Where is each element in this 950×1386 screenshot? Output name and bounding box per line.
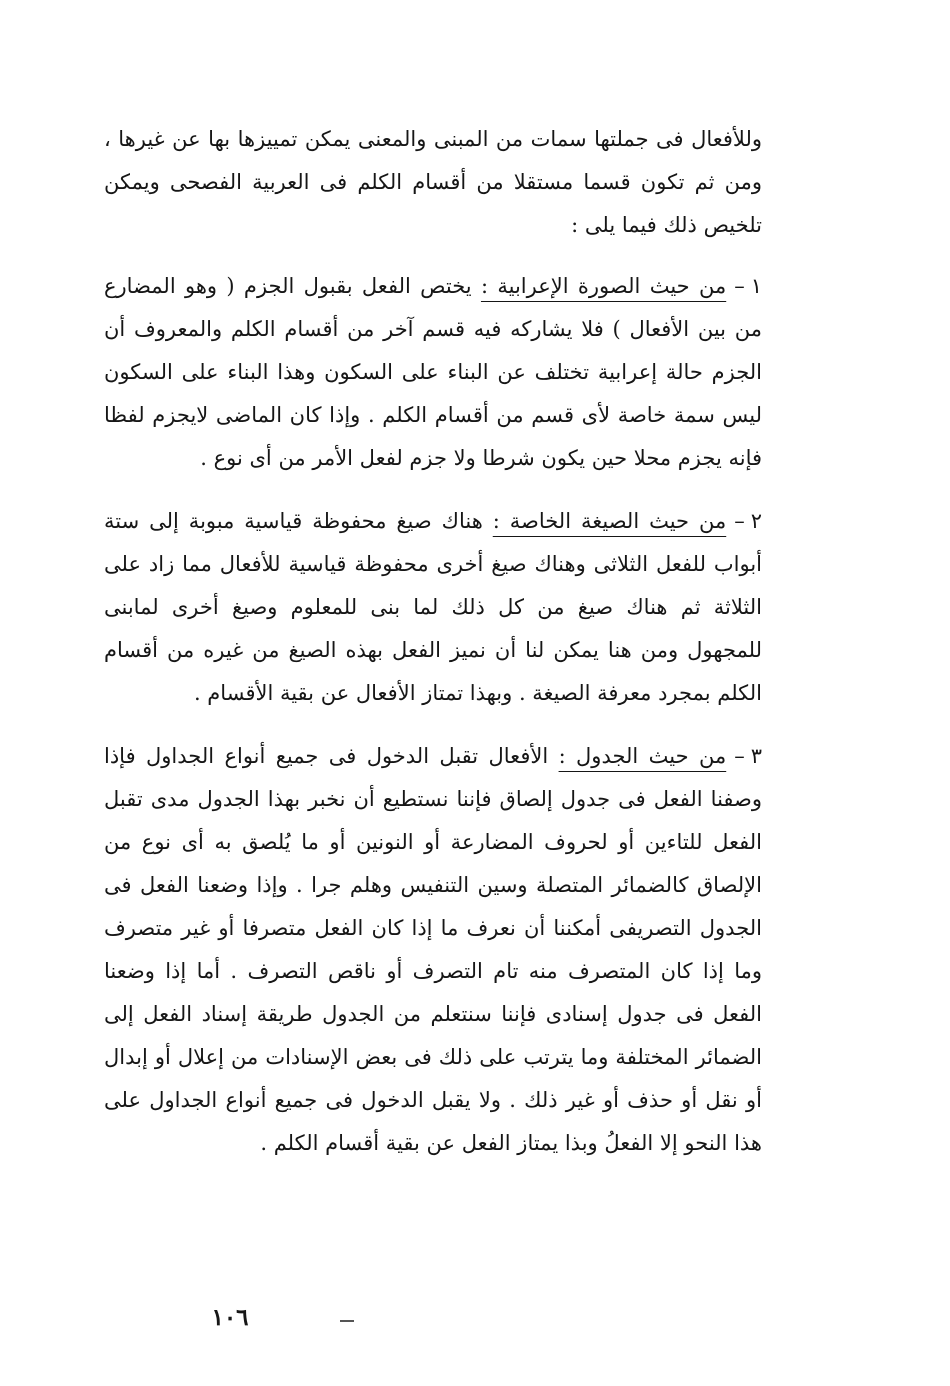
section-2-number: ٢ [750,509,762,533]
main-text [104,118,762,1185]
section-2-dash: – [734,509,745,533]
section-2-paragraph [104,500,762,715]
section-1-number: ١ [750,274,762,298]
section-3-paragraph [104,735,762,1165]
page-number: ١٠٦ [211,1304,249,1331]
bottom-dash-mark [340,1320,354,1322]
section-1-heading: من حيث الصورة الإعرابية : [480,274,727,298]
section-2-body: هناك صيغ محفوظة قياسية مبوبة إلى ستة أبواب للفعل الثلاثى وهناك صيغ أخرى محفوظة قياسية للأفعال مما زاد على الثلاثة ثم هناك صيغ من كل ذلك لما بنى للمعلوم وصيغ أخرى لمابنى للمجهول ومن هنا يمكن لنا أن نميز الفعل بهذه الصيغ من غيره من أقسام الكلم بمجرد معرفة الصيغة . وبهذا تمتاز الأفعال عن بقية الأقسام . [104,509,762,705]
section-3-number: ٣ [750,744,762,768]
section-1-paragraph [104,265,762,480]
section-2-heading: من حيث الصيغة الخاصة : [492,509,727,533]
section-1-dash: – [734,274,745,298]
section-3-body: الأفعال تقبل الدخول فى جميع أنواع الجداول فإذا وصفنا الفعل فى جدول إلصاق فإننا نستطيع أن نخبر بهذا الجدول مدى تقبل الفعل للتاءين أو لحروف المضارعة أو النونين أو ما يُلصق به أى نوع من الإلصاق كالضمائر المتصلة وسين التنفيس وهلم جرا . وإذا وضعنا الفعل فى الجدول التصريفى أمكننا أن نعرف ما إذا كان الفعل متصرفا أو غير متصرف وما إذا كان المتصرف منه تام التصرف أو ناقص التصرف . أما إذا وضعنا الفعل فى جدول إسنادى فإننا سنتعلم من الجدول طريقة إسناد الفعل إلى الضمائر المختلفة وما يترتب على ذلك فى بعض الإسنادات من إعلال أو إبدال أو نقل أو حذف أو غير ذلك . ولا يقبل الدخول فى جميع أنواع الجداول على هذا النحو إلا الفعلُ وبذا يمتاز الفعل عن بقية أقسام الكلم . [104,744,762,1155]
intro-paragraph: وللأفعال فى جملتها سمات من المبنى والمعنى يمكن تمييزها بها عن غيرها ، ومن ثم تكون قسما مستقلا من أقسام الكلم فى العربية الفصحى ويمكن تلخيص ذلك فيما يلى : [104,127,762,237]
section-3-dash: – [734,744,745,768]
section-1-body: يختص الفعل بقبول الجزم ( وهو المضارع من بين الأفعال ) فلا يشاركه فيه قسم آخر من أقسام الكلم والمعروف أن الجزم حالة إعرابية تختلف عن البناء على السكون وهذا البناء على السكون ليس سمة خاصة لأى قسم من أقسام الكلم . وإذا كان الماضى لايجزم لفظا فإنه يجزم محلا حين يكون شرطا ولا جزم لفعل الأمر من أى نوع . [104,274,762,470]
section-3-heading: من حيث الجدول : [558,744,727,768]
